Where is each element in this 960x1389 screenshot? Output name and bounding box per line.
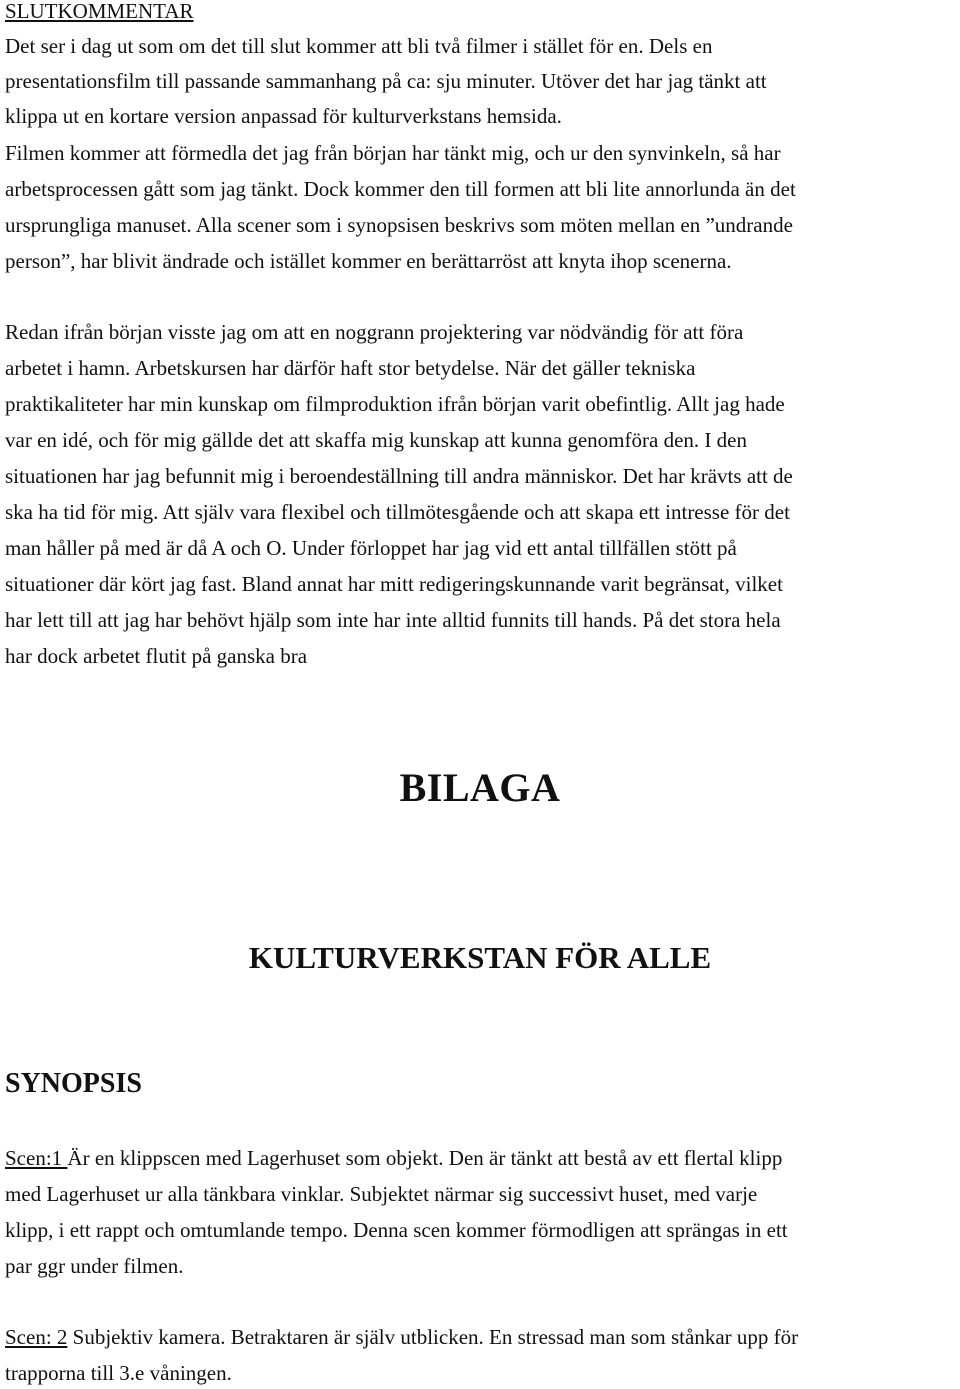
slutkommentar-line-2: presentationsfilm till passande sammanhang på ca: sju minuter. Utöver det har jag tänkt att <box>5 69 767 93</box>
paragraph2-line-9: har lett till att jag har behövt hjälp som inte har inte alltid funnits till hands. På det stora hela <box>5 608 781 632</box>
paragraph2-line-5: situationen har jag befunnit mig i beroendeställning till andra människor. Det har krävts att de <box>5 464 793 488</box>
paragraph2-line-2: arbetet i hamn. Arbetskursen har därför haft stor betydelse. När det gäller tekniska <box>5 356 696 380</box>
slutkommentar-line-1: Det ser i dag ut som om det till slut kommer att bli två filmer i stället för en. Dels en <box>5 34 713 58</box>
slutkommentar-line-4: Filmen kommer att förmedla det jag från början har tänkt mig, och ur den synvinkeln, så har <box>5 141 781 165</box>
slutkommentar-line-5: arbetsprocessen gått som jag tänkt. Dock kommer den till formen att bli lite annorlunda än det <box>5 177 796 201</box>
scen2-line-1 <box>5 1322 798 1352</box>
slutkommentar-line-3: klippa ut en kortare version anpassad för kulturverkstans hemsida. <box>5 104 562 128</box>
paragraph2-line-6: ska ha tid för mig. Att själv vara flexibel och tillmötesgående och att skapa ett intresse för det <box>5 500 790 524</box>
synopsis-heading: SYNOPSIS <box>5 1068 142 1099</box>
scen2-first-text: Subjektiv kamera. Betraktaren är själv utblicken. En stressad man som stånkar upp för <box>67 1325 799 1349</box>
scen2-line-2: trapporna till 3.e våningen. <box>5 1361 232 1385</box>
scen1-line-1 <box>5 1143 782 1173</box>
kulturverkstan-title: KULTURVERKSTAN FÖR ALLE <box>248 940 712 975</box>
paragraph2-line-8: situationer där kört jag fast. Bland annat har mitt redigeringskunnande varit begränsat, vilket <box>5 572 783 596</box>
paragraph2-line-10: har dock arbetet flutit på ganska bra <box>5 644 308 668</box>
scen1-line-4: par ggr under filmen. <box>5 1254 184 1278</box>
scen2-label: Scen: 2 <box>5 1325 68 1349</box>
slutkommentar-heading: SLUTKOMMENTAR <box>5 0 194 23</box>
scen1-line-3: klipp, i ett rappt och omtumlande tempo. Denna scen kommer förmodligen att sprängas in ett <box>5 1218 788 1242</box>
scen1-label: Scen:1 <box>5 1146 68 1170</box>
paragraph2-line-7: man håller på med är då A och O. Under förloppet har jag vid ett antal tillfällen stött på <box>5 536 737 560</box>
scen1-first-text: Är en klippscen med Lagerhuset som objekt. Den är tänkt att bestå av ett flertal klipp <box>67 1146 783 1170</box>
paragraph2-line-1: Redan ifrån början visste jag om att en noggrann projektering var nödvändig för att föra <box>5 320 744 344</box>
paragraph2-line-4: var en idé, och för mig gällde det att skaffa mig kunskap att kunna genomföra den. I den <box>5 428 747 452</box>
slutkommentar-line-6: ursprungliga manuset. Alla scener som i synopsisen beskrivs som möten mellan en ”undrande <box>5 213 793 237</box>
paragraph2-line-3: praktikaliteter har min kunskap om filmproduktion ifrån början varit obefintlig. Allt jag hade <box>5 392 785 416</box>
slutkommentar-line-7: person”, har blivit ändrade och istället kommer en berättarröst att knyta ihop scenerna. <box>5 249 732 273</box>
scen1-line-2: med Lagerhuset ur alla tänkbara vinklar. Subjektet närmar sig successivt huset, med varje <box>5 1182 758 1206</box>
bilaga-heading: BILAGA <box>399 765 561 810</box>
